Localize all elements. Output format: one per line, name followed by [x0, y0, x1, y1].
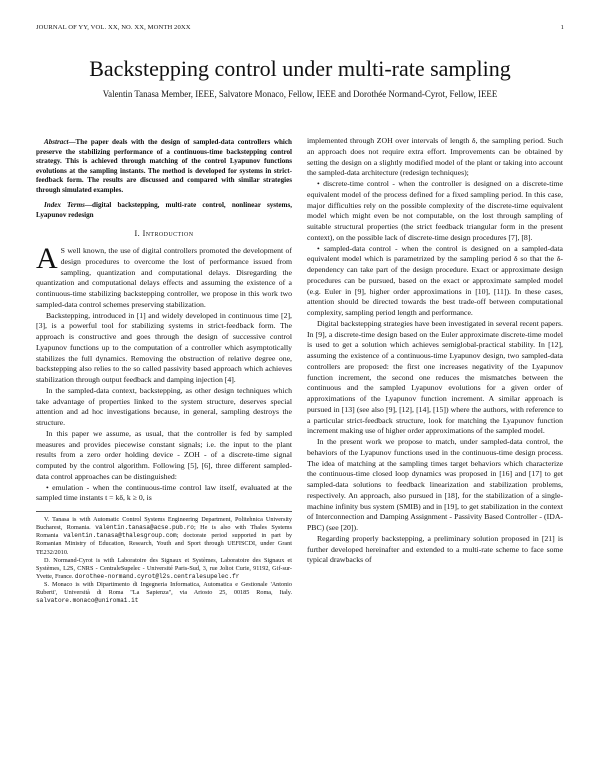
intro-paragraph-1	[36, 242, 292, 311]
email-monaco[interactable]: salvatore.monaco@uniroma1.it	[36, 597, 139, 605]
footnote-tanasa	[36, 516, 292, 556]
abstract-label: Abstract	[44, 138, 69, 146]
footnote-normand-cyrot-text: D. Normand-Cyrot is with Laboratoire des Signaux et Systèmes, Laboratoire des Signaux et Systèmes, L2S, CNRS - CentraleSupelec - Université Paris-Sud, 3, rue Joliot Curie, 91192, Gif-sur-Yvette, France.	[36, 556, 292, 580]
footnote-monaco-text: S. Monaco is with Dipartimento di Ingegneria Informatica, Automatica e Gestionale 'Antonio Ruberti', Università di Roma "La Sapienza", via Ariosto 25, 00185 Roma, Italy.	[36, 580, 292, 596]
email-tanasa-2[interactable]: valentin.tanasa@thalesgroup.com	[63, 532, 177, 540]
abstract-text: —The paper deals with the design of sampled-data controllers which preserve the stabilizing performance of a continuous-time backstepping control strategy. This is achieved through matching of the control Lyapunov functions evolutions at the sampling instants. The method is developed for systems in strict-feedback form. The results are discussed and compared with similar strategies through simulated examples.	[36, 138, 292, 194]
footnote-tanasa-text: V. Tanasa is with Automatic Control Systems Engineering Department, Politehnica University Bucharest, Romania.	[36, 516, 292, 532]
bullet-sampled-data: • sampled-data control - when the control is designed on a sampled-data equivalent model which is parametrized by the sampling period δ so that the δ-dependency can take part of the design procedure. Exact or approximate design procedures can be pursued, based on the exact or approximate sampled model (e.g. Euler in [9], higher order approximations in [10], [11]). In these cases, attention should be directed towards the best trade-off between computational complexity, sampling period length and performance.	[307, 243, 563, 317]
email-normand-cyrot[interactable]: dorothee-normand.cyrot@l2s.centralesupelec.fr	[74, 572, 240, 580]
footnote-monaco	[36, 581, 292, 605]
right-paragraph-5: In the present work we propose to match, under sampled-data control, the behaviors of the Lyapunov functions used in the continuous-time design process. The idea of matching at the sampling times target behaviors which characterize the continuous-time closed loop dynamics was proposed in [16] and [17] to get sampled-data solutions to feedback linearization and stabilization problems, respectively. An approach, also pursued in [18], for the stabilization of a single-machine infinity bus system (SMIB) and in [19], to get stabilization in the context of Interconnection and Damping Assignment - Passivity Based Controller - (IDA-PBC) (see [20]).	[307, 437, 563, 532]
running-header	[36, 24, 564, 36]
intro-paragraph-4: In this paper we assume, as usual, that the controller is fed by sampled measures and provides piecewise constant signals; i.e. the input to the plant results from a zero order holding device - ZOH - of a discrete-time signal computed by the control algorithm. Following [5], [6], three different sampled-data control approaches can be distinguished:	[36, 428, 292, 481]
abstract	[36, 138, 292, 195]
intro-paragraph-3: In the sampled-data context, backstepping, as other design techniques which take advantage of properties linked to the system structure, deserves special attention and ad hoc investigations because, in general, sampling destroys the structure.	[36, 385, 292, 428]
left-column	[36, 138, 292, 605]
index-terms-label: Index Terms	[44, 201, 85, 210]
author-list: Valentin Tanasa Member, IEEE, Salvatore Monaco, Fellow, IEEE and Dorothée Normand-Cyrot, Fellow, IEEE	[102, 89, 498, 99]
footnote-tanasa-end: ; doctorate period supported in part by Romanian Ministry of Education, Research, Youth and Sport through UEFISCDI, under Grant TE232/2010.	[36, 532, 293, 556]
intro-paragraph-1-text: S well known, the use of digital controllers promoted the development of design procedures to overcome the lost of performance issued from sampling, quantization and computational delays. Disregarding the quantization and computational delays effects and assuming the existence of a continuous-time stabilizing backstepping controller, we propose in this work two sampled-data control schemes preserving stabilization.	[36, 246, 292, 309]
journal-header: JOURNAL OF YY, VOL. XX, NO. XX, MONTH 20XX	[36, 24, 191, 31]
section-heading: I. Introduction	[134, 229, 194, 239]
bullet-discrete-time: • discrete-time control - when the controller is designed on a discrete-time equivalent model of the process defined for a fixed sampling period. In this case, major difficulties rely on the possible complexity of the discrete-time equivalent model which might even be not computable, on the lost through sampling of suitable structural properties (the strict feedback triangular form in the present context), on the possible lack of discrete-time design procedures [7], [8].	[307, 179, 563, 242]
intro-paragraph-2: Backstepping, introduced in [1] and widely developed in continuous time [2], [3], is a powerful tool for stabilizing systems in strict-feedback form. The approach is constructive and goes through the design of successive control Lyapunov functions up to the computation of a controller which asymptotically stabilizes the full dynamics. Removing the obstruction of relative degree one, backstepping also relies to the so called passivity based approach which achieves stabilization through output feedback and damping injection [4].	[36, 310, 292, 385]
bullet-emulation: • emulation - when the continuous-time control law itself, evaluated at the sampled time instants t = kδ, k ≥ 0, is	[36, 482, 292, 503]
email-tanasa-1[interactable]: valentin.tanasa@acse.pub.ro	[95, 524, 194, 532]
footnote-normand-cyrot	[36, 557, 292, 581]
footnote-rule	[36, 511, 292, 512]
drop-cap: A	[36, 242, 58, 276]
right-paragraph-6: Regarding properly backstepping, a preliminary solution proposed in [21] is further developed hereinafter and extended to a multi-rate scheme to face some typical drawbacks of	[307, 533, 563, 565]
footnote-tanasa-mid: ; He is also with Thales Systems Romania	[36, 524, 293, 540]
index-terms-text: —digital backstepping, multi-rate control, nonlinear systems, Lyapunov redesign	[36, 201, 292, 219]
paper-title: Backstepping control under multi-rate sampling	[89, 56, 511, 81]
right-column	[307, 136, 563, 566]
page-number: 1	[560, 24, 564, 31]
right-paragraph-1: implemented through ZOH over intervals of length δ, the sampling period. Such an approach does not require extra effort. Improvements can be obtained by setting the design on a slightly modified model of the plant or taking into account the sampled-data architecture (redesign techniques);	[307, 136, 563, 178]
index-terms	[36, 201, 292, 220]
right-paragraph-4: Digital backstepping strategies have been investigated in several recent papers. In [9], a discrete-time design based on the Euler approximate discrete-time model is used to get a solution which achieves semiglobal-practical stability. In [12], assuming the existence of a continuous-time Lyapunov design, two sampled-data controllers are proposed: the first one increases negativity of the Lyapunov function increment, the second one reduces the mismatches between the continuous and the sampled Lyapunov evolutions for a given order of approximations of the Lyapunov function increment. A similar approach is pursued in [13] (see also [9], [12], [14], [15]) where the authors, with reference to a particular strict-feedback structure, look for matching the Lyapunov function increment making use of higher order approximations of the sampled model.	[307, 318, 563, 436]
